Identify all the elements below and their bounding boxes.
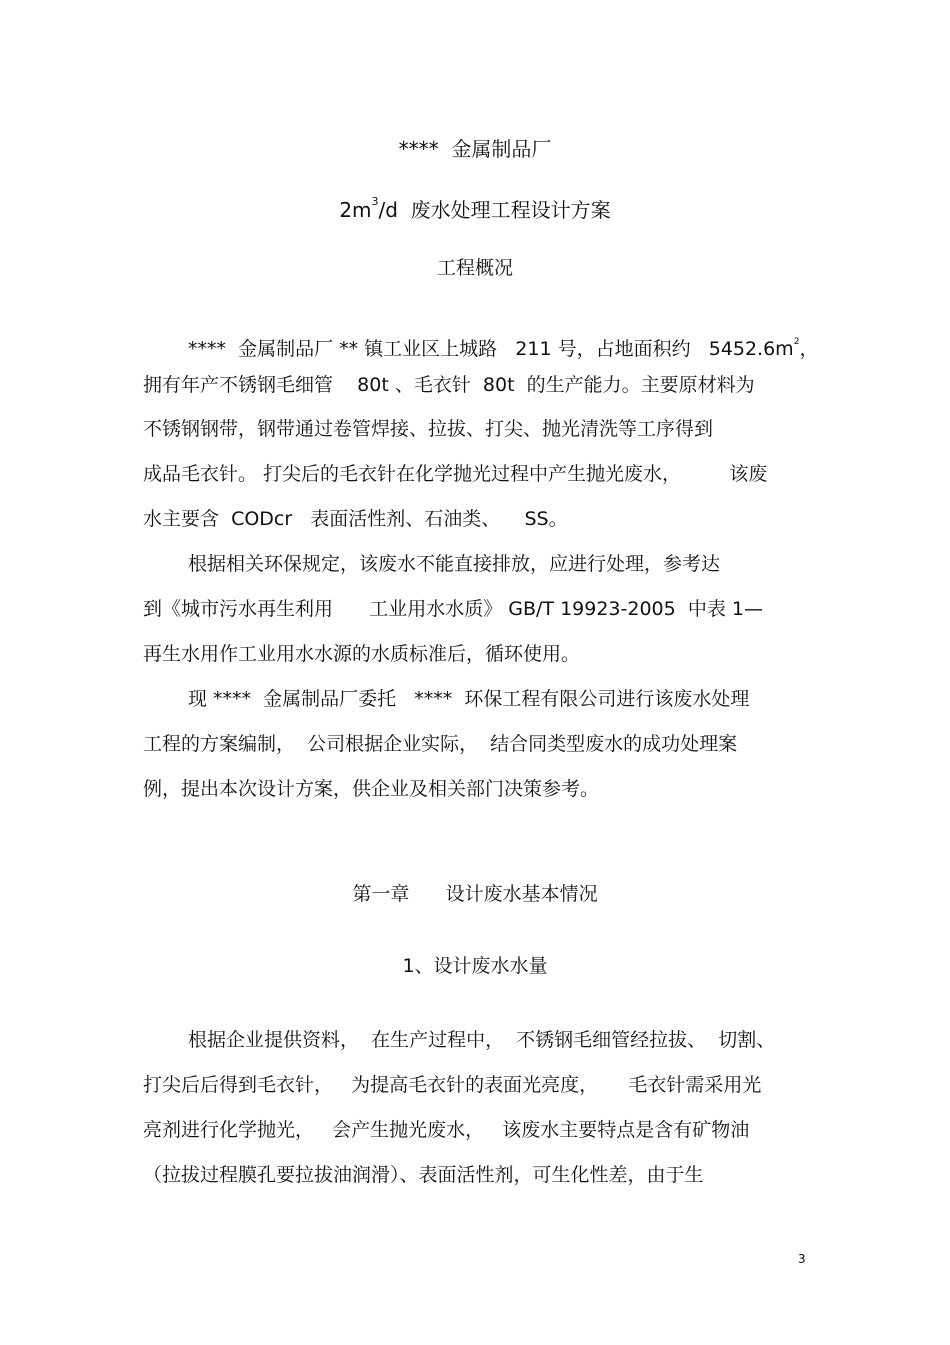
section-heading-water-volume: 1、设计废水水量 — [402, 955, 548, 977]
title-rest: /d 废水处理工程设计方案 — [378, 198, 611, 222]
overview-p3-line-1: 现 **** 金属制品厂委托 **** 环保工程有限公司进行该废水处理 — [188, 688, 750, 710]
overview-p1-line-4: 成品毛衣针。 打尖后的毛衣针在化学抛光过程中产生抛光废水， 该废 — [143, 463, 768, 485]
chapter-p1-line-1: 根据企业提供资料， 在生产过程中， 不锈钢毛细管经拉拔、 切割、 — [188, 1029, 776, 1051]
document-title — [0, 189, 950, 223]
overview-p2-line-2: 到《城市污水再生利用 工业用水水质》 GB/T 19923-2005 中表 1— — [143, 598, 763, 620]
overview-p3-line-3: 例，提出本次设计方案，供企业及相关部门决策参考。 — [143, 778, 600, 800]
chapter-p1-line-2: 打尖后后得到毛衣针， 为提高毛衣针的表面光亮度， 毛衣针需采用光 — [143, 1074, 762, 1096]
chapter-p1-line-4: （拉拔过程膜孔要拉拔油润滑）、表面活性剂，可生化性差，由于生 — [143, 1164, 704, 1186]
overview-heading: 工程概况 — [436, 257, 513, 279]
overview-p3-line-2: 工程的方案编制， 公司根据企业实际， 结合同类型废水的成功处理案 — [143, 733, 738, 755]
overview-p1-line-1 — [188, 329, 818, 362]
overview-p1-line-1-text: **** 金属制品厂 ** 镇工业区上城路 211 号，占地面积约 5452.6m — [188, 338, 794, 360]
overview-p2-line-3: 再生水用作工业用水水源的水质标准后，循环使用。 — [143, 643, 581, 665]
document-company-title: **** 金属制品厂 — [398, 137, 552, 161]
overview-p2-line-1: 根据相关环保规定，该废水不能直接排放，应进行处理，参考达 — [188, 553, 721, 575]
overview-p1-line-5: 水主要含 CODcr 表面活性剂、石油类、 SS。 — [143, 508, 568, 530]
overview-p1-line-3: 不锈钢钢带，钢带通过卷管焊接、拉拔、打尖、抛光清洗等工序得到 — [143, 418, 714, 440]
area-tail: ， — [799, 338, 819, 360]
chapter-heading: 第一章 设计废水基本情况 — [352, 883, 598, 905]
overview-p1-line-2: 拥有年产不锈钢毛细管 80t 、毛衣针 80t 的生产能力。主要原材料为 — [143, 374, 755, 396]
title-capacity: 2m — [339, 198, 372, 222]
title-capacity-superscript: 3 — [371, 195, 379, 208]
page-number: 3 — [798, 1252, 806, 1266]
area-unit-superscript: 2 — [793, 337, 800, 347]
chapter-p1-line-3: 亮剂进行化学抛光， 会产生抛光废水， 该废水主要特点是含有矿物油 — [143, 1119, 750, 1141]
